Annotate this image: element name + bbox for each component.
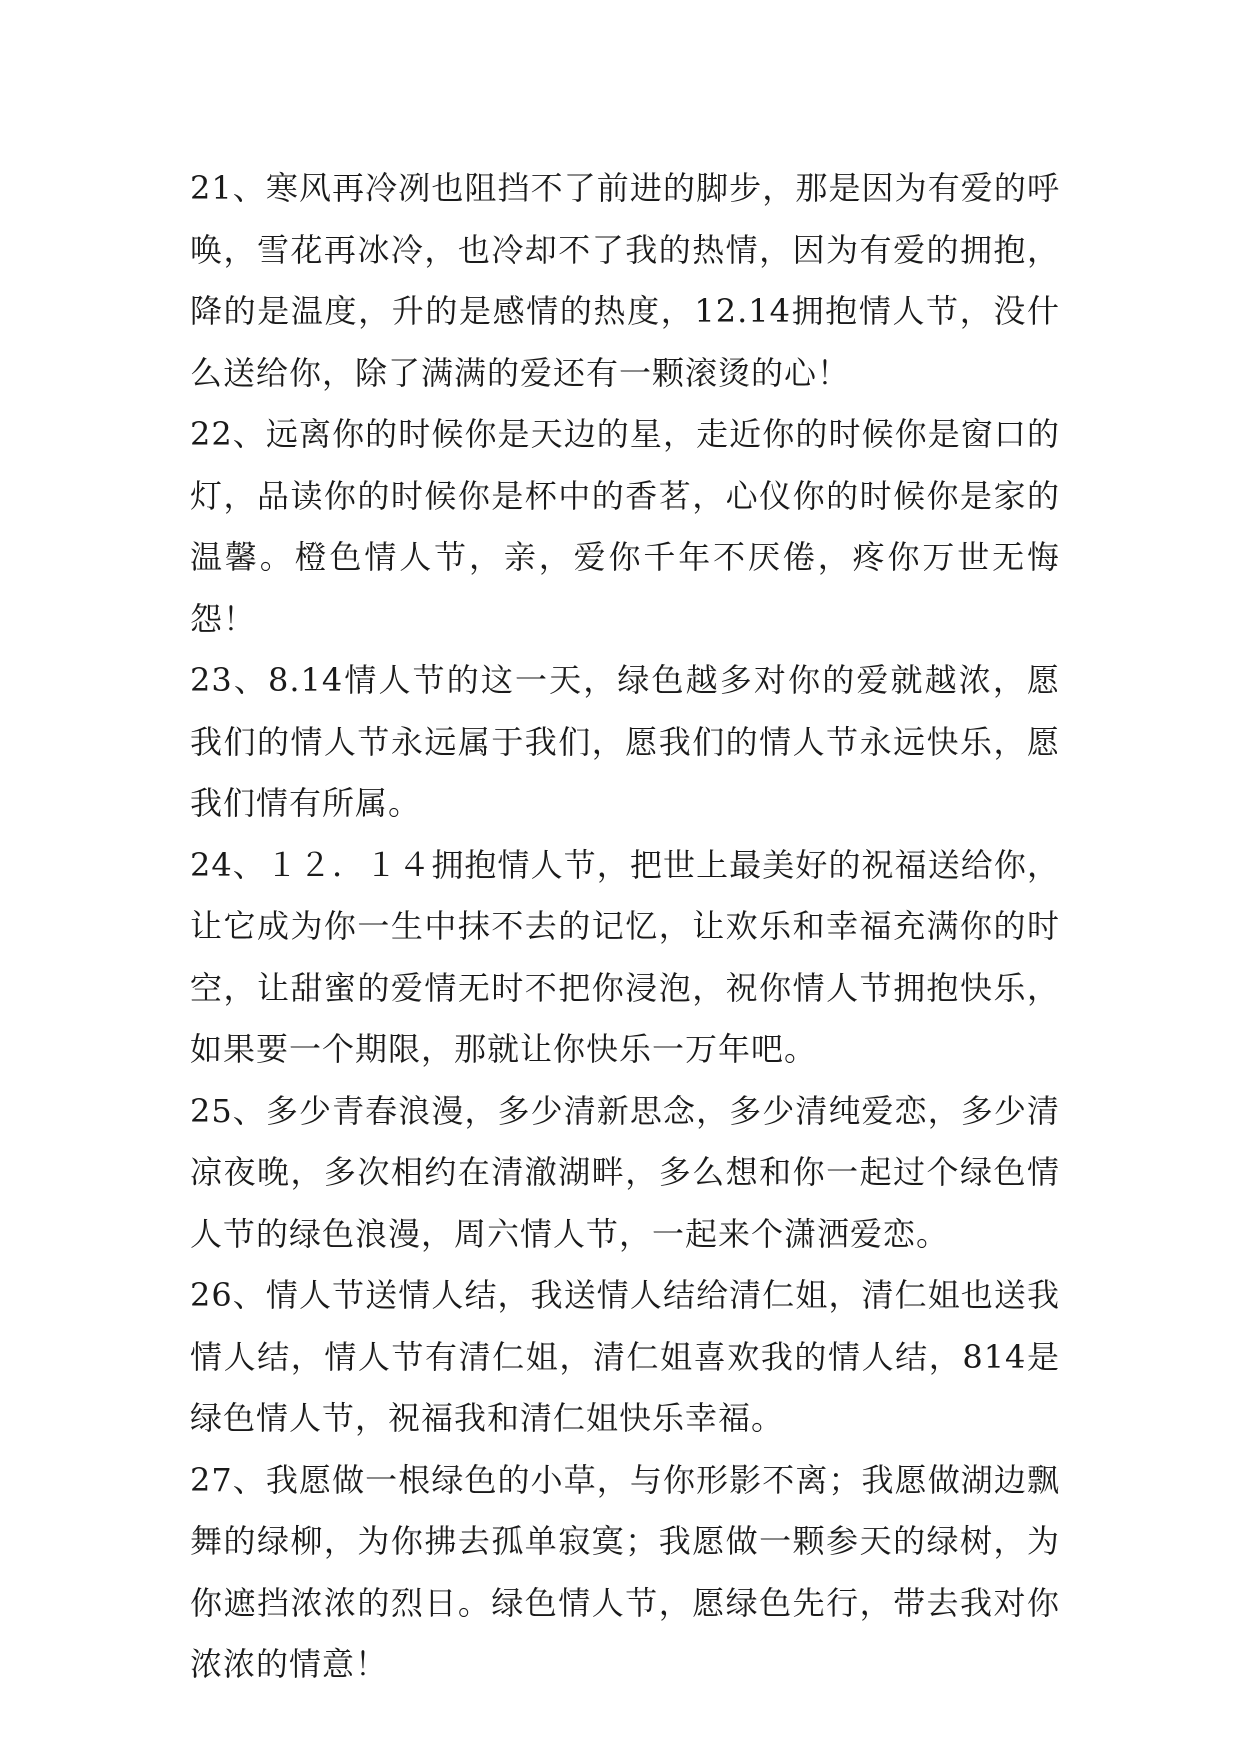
paragraph-25: 25、多少青春浪漫，多少清新思念，多少清纯爱恋，多少清凉夜晚，多次相约在清澈湖畔，多么想和你一起过个绿色情人节的绿色浪漫，周六情人节，一起来个潇洒爱恋。 xyxy=(190,1091,1060,1253)
paragraph-23: 23、8.14情人节的这一天，绿色越多对你的爱就越浓，愿我们的情人节永远属于我们，愿我们的情人节永远快乐，愿我们情有所属。 xyxy=(190,661,1060,822)
paragraph-24: 24、１２．１４拥抱情人节，把世上最美好的祝福送给你，让它成为你一生中抹不去的记忆，让欢乐和幸福充满你的时空，让甜蜜的爱情无时不把你浸泡，祝你情人节拥抱快乐，如果要一个期限，那就让你快乐一万年吧。 xyxy=(190,845,1060,1068)
paragraph-27: 27、我愿做一根绿色的小草，与你形影不离；我愿做湖边飘舞的绿柳，为你拂去孤单寂寞；我愿做一颗参天的绿树，为你遮挡浓浓的烈日。绿色情人节，愿绿色先行，带去我对你浓浓的情意！ xyxy=(190,1460,1060,1683)
document-body xyxy=(190,158,1060,1696)
paragraph-22: 22、远离你的时候你是天边的星，走近你的时候你是窗口的灯，品读你的时候你是杯中的香茗，心仪你的时候你是家的温馨。橙色情人节，亲，爱你千年不厌倦，疼你万世无悔怨！ xyxy=(190,415,1060,638)
paragraph-21: 21、寒风再冷冽也阻挡不了前进的脚步，那是因为有爱的呼唤，雪花再冰冷，也冷却不了我的热情，因为有爱的拥抱，降的是温度，升的是感情的热度，12.14拥抱情人节，没什么送给你，除了满满的爱还有一颗滚烫的心！ xyxy=(190,169,1060,392)
paragraph-26: 26、情人节送情人结，我送情人结给清仁姐，清仁姐也送我情人结，情人节有清仁姐，清仁姐喜欢我的情人结，814是绿色情人节，祝福我和清仁姐快乐幸福。 xyxy=(190,1276,1060,1437)
